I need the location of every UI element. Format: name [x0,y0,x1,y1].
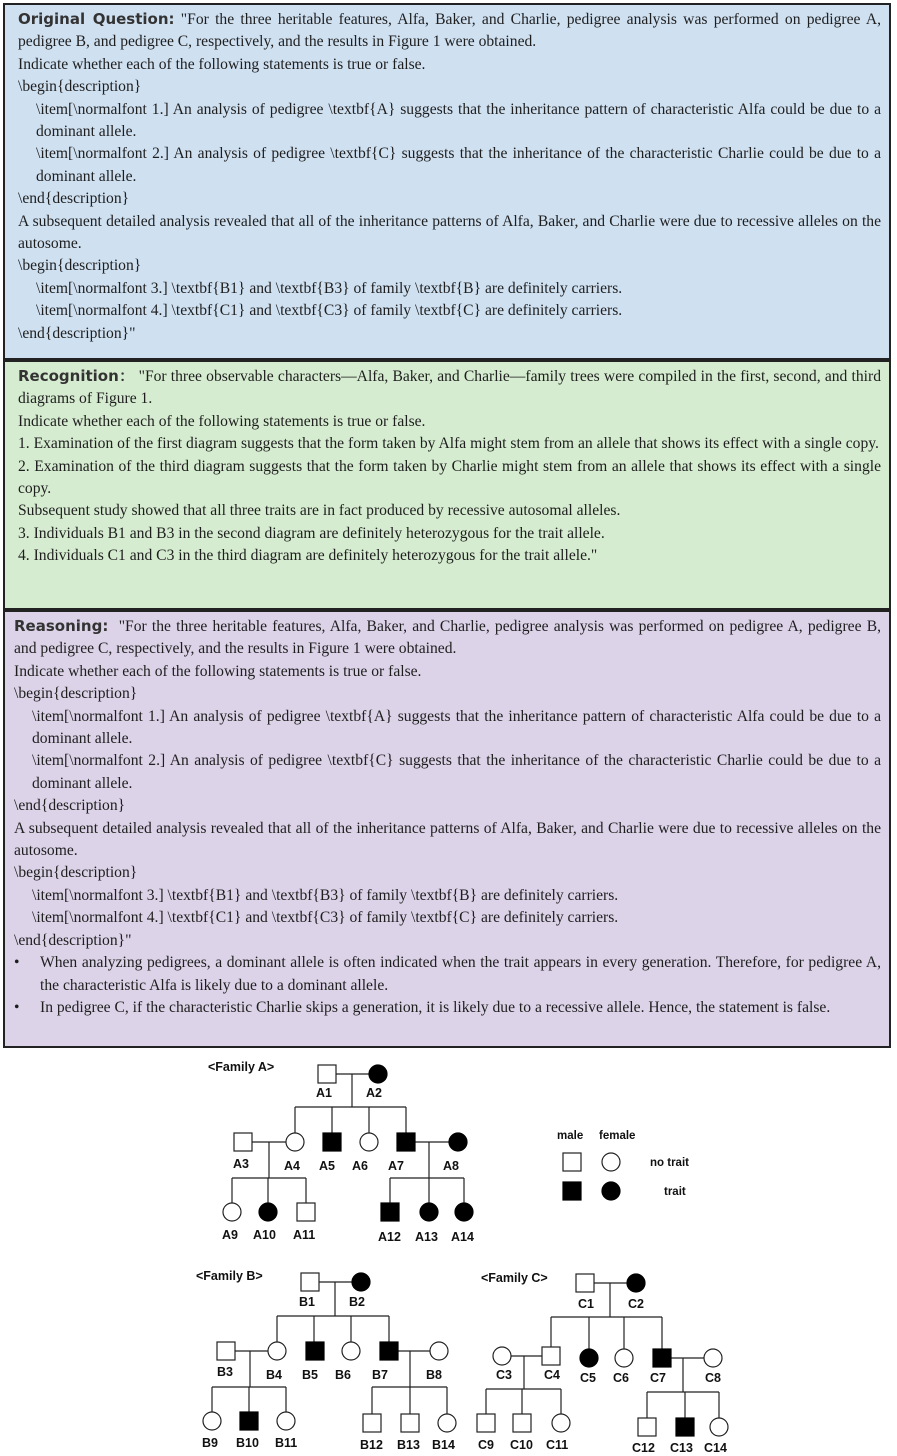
reasoning-line: \begin{description} [14,685,138,703]
reasoning-line: "For the three heritable features, Alfa, Baker, and Charlie, pedigree analysis was performed on pedigree A, pedigree B, and pedigree C, respectively, and the results in Figure 1 were obtained. [14,618,881,658]
legend-female-no-trait-icon [602,1153,620,1171]
reasoning-bullet: • In pedigree C, if the characteristic Charlie skips a generation, it is likely due to a recessive allele. Hence, the statement is false. [14,997,881,1019]
label-a7: A7 [388,1159,404,1173]
reasoning-heading: Reasoning: [14,617,109,635]
c3-female-unaffected [493,1347,511,1365]
label-a5: A5 [319,1159,335,1173]
label-b12: B12 [360,1438,383,1452]
legend-male-no-trait-icon [563,1153,581,1171]
c1-male-unaffected [576,1274,594,1292]
label-a8: A8 [443,1159,459,1173]
legend-no-trait: no trait [650,1157,689,1169]
label-a6: A6 [352,1159,368,1173]
original-question-panel [3,3,891,360]
a6-female-unaffected [360,1133,378,1151]
c4-male-unaffected [542,1347,560,1365]
label-a12: A12 [378,1230,401,1244]
label-b7: B7 [372,1368,388,1382]
family-a-lines [232,1074,464,1203]
label-b9: B9 [202,1436,218,1450]
label-a1: A1 [316,1086,332,1100]
b11-female-unaffected [277,1412,295,1430]
a3-male-unaffected [234,1133,252,1151]
label-b6: B6 [335,1368,351,1382]
original-line: \item[\normalfont 2.] An analysis of pedigree \textbf{C} suggests that the inheritance of the characteristic Charlie could be due to a dominant allele. [36,145,881,185]
label-c5: C5 [580,1371,596,1385]
a1-male-unaffected [318,1065,336,1083]
c9-male-unaffected [477,1414,495,1432]
family-a-title: <Family A> [208,1060,275,1074]
label-c1: C1 [578,1297,594,1311]
original-line: \begin{description} [18,78,142,96]
pedigree-figure [0,1048,897,1456]
label-b14: B14 [432,1438,455,1452]
a2-female-affected [369,1065,387,1083]
label-b3: B3 [217,1365,233,1379]
a13-female-affected [420,1203,438,1221]
c10-male-unaffected [513,1414,531,1432]
label-a11: A11 [293,1228,316,1242]
c5-female-affected [580,1349,598,1367]
reasoning-line: \item[\normalfont 3.] \textbf{B1} and \textbf{B3} of family \textbf{B} are definitely carriers. [32,886,619,904]
a4-female-unaffected [286,1133,304,1151]
legend-female: female [599,1130,636,1142]
c8-female-unaffected [704,1349,722,1367]
a14-female-affected [455,1203,473,1221]
b8-female-unaffected [430,1342,448,1360]
c12-male-unaffected [638,1418,656,1436]
label-c11: C11 [546,1438,569,1452]
label-a13: A13 [415,1230,438,1244]
original-line: \item[\normalfont 3.] \textbf{B1} and \textbf{B3} of family \textbf{B} are definitely carriers. [36,279,623,297]
label-c2: C2 [628,1297,644,1311]
label-c8: C8 [705,1371,721,1385]
legend-female-trait-icon [602,1182,620,1200]
label-c14: C14 [704,1441,727,1455]
c6-female-unaffected [615,1349,633,1367]
recognition-line: 3. Individuals B1 and B3 in the second diagram are definitely heterozygous for the trait allele. [18,524,605,542]
label-c10: C10 [510,1438,533,1452]
a10-female-affected [259,1203,277,1221]
a5-male-affected [323,1133,341,1151]
legend-male: male [557,1130,584,1142]
label-b1: B1 [299,1295,315,1309]
reasoning-panel [3,610,891,1048]
recognition-line: 4. Individuals C1 and C3 in the third diagram are definitely heterozygous for the trait allele." [18,547,598,565]
reasoning-line: \begin{description} [14,864,138,882]
label-c12: C12 [632,1441,655,1455]
label-b10: B10 [236,1436,259,1450]
reasoning-line: \item[\normalfont 4.] \textbf{C1} and \textbf{C3} of family \textbf{C} are definitely carriers. [32,909,619,927]
original-line: "For the three heritable features, Alfa, Baker, and Charlie, pedigree analysis was performed on pedigree A, pedigree B, and pedigree C, respectively, and the results in Figure 1 were obtained. [18,11,881,51]
b4-female-unaffected [268,1342,286,1360]
recognition-line: 1. Examination of the first diagram suggests that the form taken by Alfa might stem from an allele that shows its effect with a single copy. [18,435,879,453]
label-c7: C7 [650,1371,666,1385]
a8-female-affected [449,1133,467,1151]
a12-male-affected [381,1203,399,1221]
reasoning-line: \item[\normalfont 2.] An analysis of pedigree \textbf{C} suggests that the inheritance of the characteristic Charlie could be due to a dominant allele. [32,752,881,792]
original-line: \begin{description} [18,257,142,275]
b12-male-unaffected [363,1414,381,1432]
original-line: \end{description}" [18,324,136,342]
reasoning-line: \end{description}" [14,931,132,949]
original-line: A subsequent detailed analysis revealed that all of the inheritance patterns of Alfa, Baker, and Charlie were due to recessive alleles on the autosome. [18,212,881,253]
b7-male-affected [380,1342,398,1360]
reasoning-bullet: • When analyzing pedigrees, a dominant allele is often indicated when the trait appears in every generation. Therefore, for pedigree A, the characteristic Alfa is likely due to a dominant allele. [14,952,881,997]
c14-female-unaffected [710,1418,728,1436]
label-b2: B2 [349,1295,365,1309]
b2-female-affected [352,1273,370,1291]
reasoning-line: A subsequent detailed analysis revealed that all of the inheritance patterns of Alfa, Baker, and Charlie were due to recessive alleles on the autosome. [14,819,881,860]
label-a10: A10 [253,1228,276,1242]
c13-male-affected [676,1418,694,1436]
recognition-line: 2. Examination of the third diagram suggests that the form taken by Charlie might stem from an allele that shows its effect with a single copy. [18,457,881,498]
family-b-lines [212,1282,447,1414]
legend-trait: trait [664,1186,686,1198]
label-b4: B4 [266,1368,282,1382]
b10-male-affected [240,1412,258,1430]
label-a4: A4 [284,1159,300,1173]
label-b8: B8 [426,1368,442,1382]
c2-female-affected [627,1274,645,1292]
label-a9: A9 [222,1228,238,1242]
original-question-heading: Original Question: [18,10,175,28]
b5-male-affected [306,1342,324,1360]
b1-male-unaffected [301,1273,319,1291]
recognition-line: Indicate whether each of the following statements is true or false. [18,412,426,430]
legend-male-trait-icon [563,1182,581,1200]
family-b-title: <Family B> [196,1269,263,1283]
b14-female-unaffected [438,1414,456,1432]
b6-female-unaffected [342,1342,360,1360]
recognition-line: Subsequent study showed that all three traits are in fact produced by recessive autosomal alleles. [18,502,621,520]
a11-male-unaffected [297,1203,315,1221]
label-c9: C9 [478,1438,494,1452]
label-a14: A14 [451,1230,474,1244]
label-b11: B11 [275,1436,298,1450]
original-line: \end{description} [18,190,130,208]
label-c6: C6 [613,1371,629,1385]
label-a3: A3 [233,1157,249,1171]
recognition-panel [3,360,891,610]
original-line: \item[\normalfont 1.] An analysis of pedigree \textbf{A} suggests that the inheritance pattern of characteristic Alfa could be due to a dominant allele. [36,100,881,141]
b13-male-unaffected [401,1414,419,1432]
label-b13: B13 [397,1438,420,1452]
label-c3: C3 [496,1368,512,1382]
b3-male-unaffected [217,1342,235,1360]
a7-male-affected [397,1133,415,1151]
recognition-line: "For three observable characters—Alfa, Baker, and Charlie—family trees were compiled in the first, second, and third diagrams of Figure 1. [18,368,881,408]
original-line: Indicate whether each of the following statements is true or false. [18,55,426,73]
label-c13: C13 [670,1441,693,1455]
reasoning-line: \item[\normalfont 1.] An analysis of pedigree \textbf{A} suggests that the inheritance pattern of characteristic Alfa could be due to a dominant allele. [32,707,881,748]
recognition-heading: Recognition： [18,367,135,385]
b9-female-unaffected [203,1412,221,1430]
label-b5: B5 [302,1368,318,1382]
reasoning-line: Indicate whether each of the following statements is true or false. [14,662,422,680]
family-c-title: <Family C> [481,1271,548,1285]
family-c-lines [486,1283,719,1418]
c11-female-unaffected [552,1414,570,1432]
c7-male-affected [653,1349,671,1367]
a9-female-unaffected [223,1203,241,1221]
label-c4: C4 [544,1368,560,1382]
original-line: \item[\normalfont 4.] \textbf{C1} and \textbf{C3} of family \textbf{C} are definitely carriers. [36,302,623,320]
label-a2: A2 [366,1086,382,1100]
reasoning-line: \end{description} [14,797,126,815]
